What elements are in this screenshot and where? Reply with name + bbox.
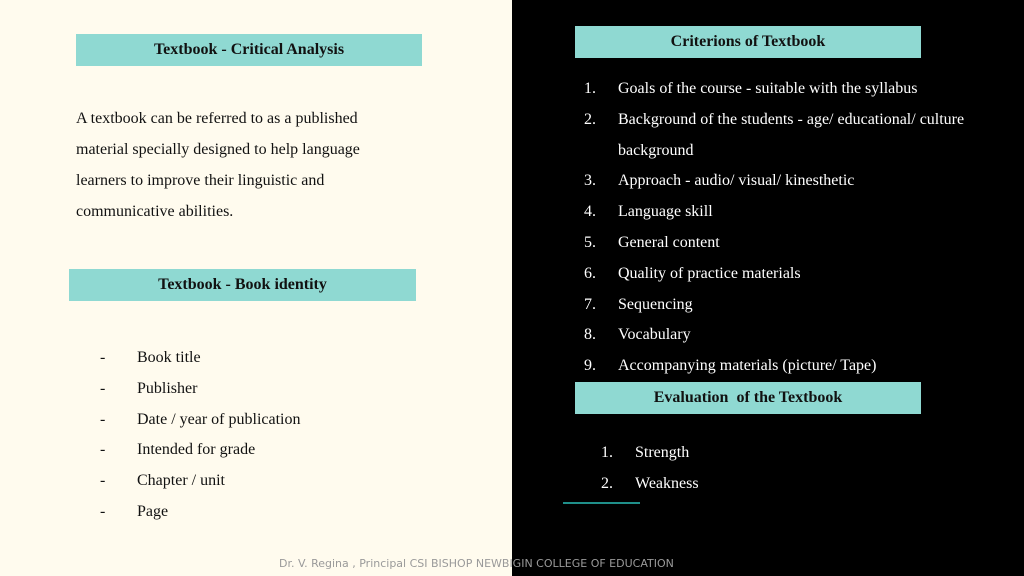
criteria-list bbox=[584, 74, 1004, 382]
list-number: 1. bbox=[584, 80, 596, 97]
list-item bbox=[584, 320, 1004, 351]
list-item bbox=[584, 290, 1004, 321]
dash-marker: - bbox=[100, 349, 106, 366]
evaluation-heading: Evaluation of the Textbook bbox=[575, 382, 921, 414]
accent-divider bbox=[563, 502, 640, 504]
list-item bbox=[601, 469, 901, 500]
list-item bbox=[584, 105, 1004, 167]
list-number: 2. bbox=[584, 110, 596, 128]
intro-paragraph bbox=[76, 103, 406, 227]
list-item-label: Accompanying materials (picture/ Tape) bbox=[618, 357, 877, 375]
dash-marker: - bbox=[100, 379, 106, 397]
list-item bbox=[601, 438, 901, 469]
list-number: 3. bbox=[584, 172, 596, 190]
list-item-label: Sequencing bbox=[618, 295, 693, 313]
list-item bbox=[100, 343, 301, 374]
list-number: 8. bbox=[584, 326, 596, 344]
list-item bbox=[584, 228, 1004, 259]
criterions-heading: Criterions of Textbook bbox=[575, 26, 921, 58]
list-item-label: Chapter / unit bbox=[137, 472, 225, 490]
list-item-label: Page bbox=[137, 502, 169, 520]
intro-line: communicative abilities. bbox=[76, 203, 234, 220]
book-identity-list bbox=[100, 343, 301, 528]
dash-marker: - bbox=[100, 472, 106, 490]
list-item bbox=[100, 497, 301, 528]
list-item-label: Weakness bbox=[635, 474, 699, 492]
evaluation-list bbox=[601, 438, 901, 500]
list-number: 9. bbox=[584, 357, 596, 375]
intro-line: learners to improve their linguistic and bbox=[76, 172, 325, 189]
list-item-label: Intended for grade bbox=[137, 441, 256, 459]
list-item-label: Goals of the course - suitable with the syllabus bbox=[618, 80, 918, 97]
list-item bbox=[584, 74, 1004, 105]
list-item-label: Quality of practice materials bbox=[618, 264, 801, 282]
list-item bbox=[100, 374, 301, 405]
list-item bbox=[584, 351, 1004, 382]
list-item-label: Book title bbox=[137, 349, 201, 366]
book-identity-heading: Textbook - Book identity bbox=[69, 269, 416, 301]
list-number: 2. bbox=[601, 474, 613, 492]
list-item-label: Language skill bbox=[618, 203, 713, 221]
dash-marker: - bbox=[100, 502, 106, 520]
list-item bbox=[100, 435, 301, 466]
intro-line: A textbook can be referred to as a published bbox=[76, 110, 358, 127]
list-item bbox=[584, 259, 1004, 290]
list-number: 5. bbox=[584, 233, 596, 251]
list-item-label: General content bbox=[618, 233, 720, 251]
dash-marker: - bbox=[100, 410, 106, 428]
list-item bbox=[100, 405, 301, 436]
list-number: 1. bbox=[601, 444, 613, 461]
list-item-label: Strength bbox=[635, 444, 690, 461]
footer-credit: Dr. V. Regina , Principal CSI BISHOP NEWBIGIN COLLEGE OF EDUCATION bbox=[279, 557, 674, 570]
list-number: 7. bbox=[584, 295, 596, 313]
list-item bbox=[584, 166, 1004, 197]
list-item bbox=[100, 466, 301, 497]
list-item-label: Vocabulary bbox=[618, 326, 691, 344]
list-item bbox=[584, 197, 1004, 228]
list-item-label: Approach - audio/ visual/ kinesthetic bbox=[618, 172, 855, 190]
list-item-label: Background of the students - age/ educational/ culture background bbox=[618, 110, 965, 159]
critical-analysis-heading: Textbook - Critical Analysis bbox=[76, 34, 422, 66]
dash-marker: - bbox=[100, 441, 106, 459]
list-item-label: Publisher bbox=[137, 379, 198, 397]
list-item-label: Date / year of publication bbox=[137, 410, 301, 428]
list-number: 6. bbox=[584, 264, 596, 282]
intro-line: material specially designed to help language bbox=[76, 141, 360, 158]
list-number: 4. bbox=[584, 203, 596, 221]
